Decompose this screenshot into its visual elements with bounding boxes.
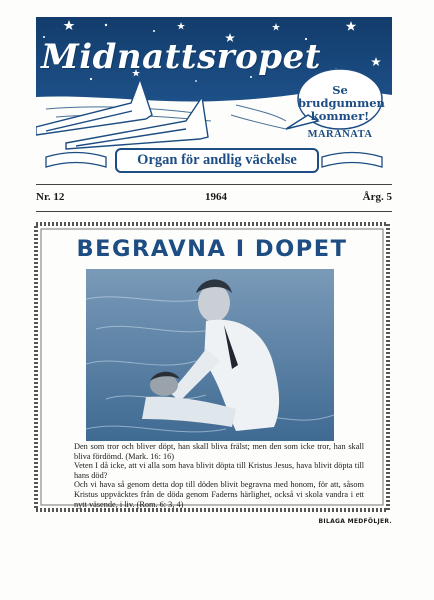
caption-paragraph: Veten I då icke, att vi alla som hava blivit döpta till Kristus Jesus, hava blivit döpta till hans död? — [74, 461, 364, 480]
organ-banner: Organ för andlig väckelse — [115, 148, 319, 173]
masthead — [36, 17, 392, 175]
issue-number: Nr. 12 — [36, 191, 65, 203]
caption-paragraph: Och vi hava så genom detta dop till döden blivit begravna med honom, för att, såsom Kristus uppväcktes från de döda genom Faderns härlighet, också vi skola vandra i ett nytt väsende, i liv. (Rom. 6: 3, 4) — [74, 480, 364, 509]
issue-volume: Årg. 5 — [362, 191, 392, 203]
article-headline: BEGRAVNA I DOPET — [76, 236, 348, 262]
article-panel — [34, 222, 390, 512]
bubble-text: Se brudgummen kommer! — [298, 83, 385, 123]
caption-paragraph: Den som tror och bliver döpt, han skall bliva frälst; men den som icke tror, han skall bliva fördömd. (Mark. 16: 16) — [74, 442, 364, 461]
issue-year: 1964 — [205, 191, 227, 203]
maranata-label: MARANATA — [307, 129, 373, 140]
issue-line — [36, 184, 392, 212]
article-caption — [74, 442, 364, 509]
supplement-note: BILAGA MEDFÖLJER. — [318, 518, 392, 525]
baptism-photo — [86, 269, 334, 441]
masthead-title: Midnattsropet — [41, 37, 321, 77]
